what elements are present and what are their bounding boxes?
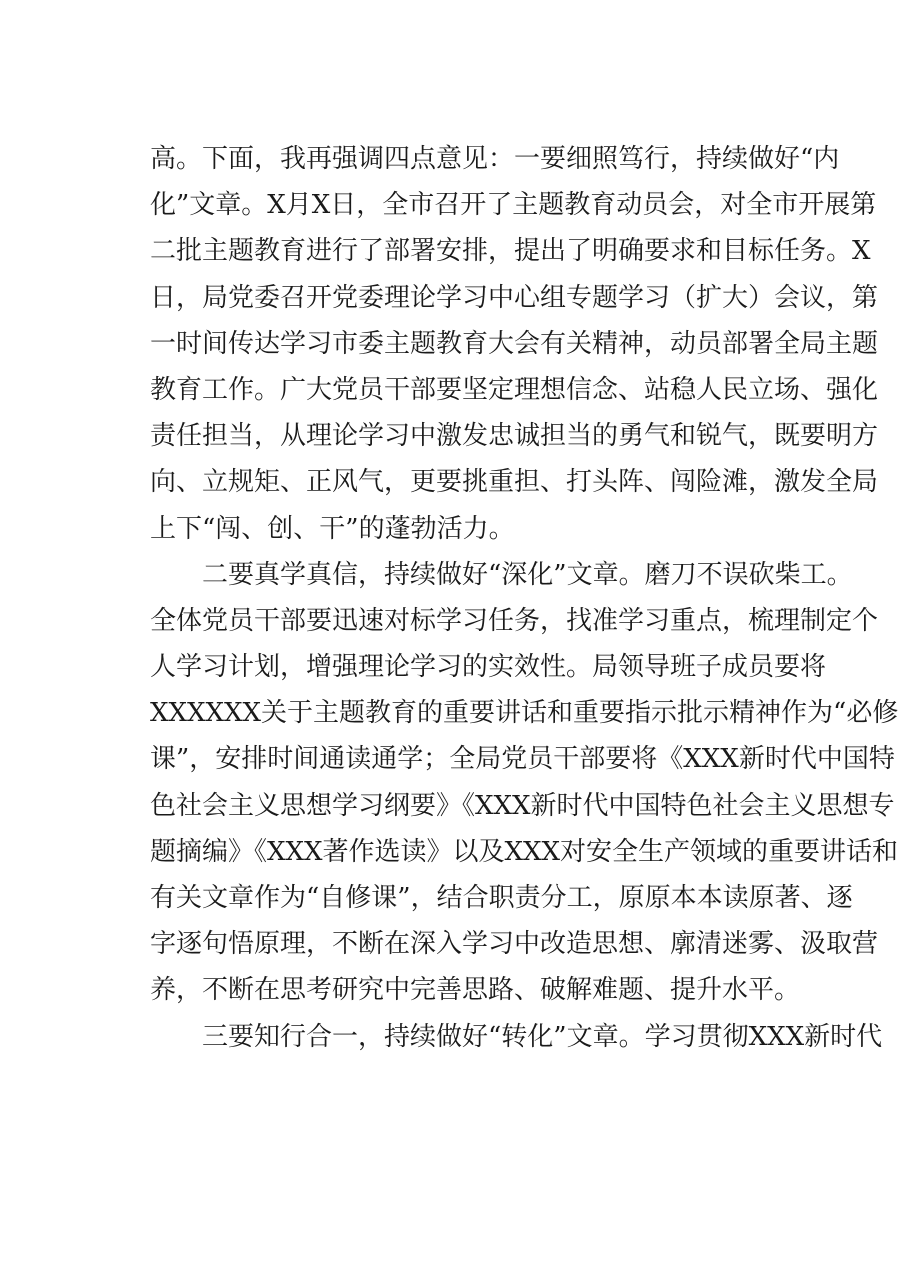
paragraph-start-line: 三要知行合一，持续做好“转化”文章。学习贯彻XXX新时代 <box>202 1021 883 1052</box>
text-line: 人学习计划，增强理论学习的实效性。局领导班子成员要将 <box>150 652 827 683</box>
text-line: 课”，安排时间通读通学；全局党员干部要将《XXX新时代中国特 <box>150 744 895 775</box>
text-line: 一时间传达学习市委主题教育大会有关精神，动员部署全局主题 <box>150 328 879 359</box>
document-body <box>150 136 899 1060</box>
text-line: 高。下面，我再强调四点意见：一要细照笃行，持续做好“内 <box>150 144 840 174</box>
text-line: 教育工作。广大党员干部要坚定理想信念、站稳人民立场、强化 <box>150 374 879 405</box>
text-line: 色社会主义思想学习纲要》《XXX新时代中国特色社会主义思想专 <box>150 790 895 821</box>
text-line: 责任担当，从理论学习中激发忠诚担当的勇气和锐气，既要明方 <box>150 421 879 452</box>
text-line: XXXXXX关于主题教育的重要讲话和重要指示批示精神作为“必修 <box>150 698 899 729</box>
text-line: 化”文章。X月X日，全市召开了主题教育动员会，对全市开展第 <box>150 190 877 221</box>
text-line: 有关文章作为“自修课”，结合职责分工，原原本本读原著、逐 <box>150 883 853 913</box>
text-line: 字逐句悟原理，不断在深入学习中改造思想、廓清迷雾、汲取营 <box>150 929 879 960</box>
text-line: 养，不断在思考研究中完善思路、破解难题、提升水平。 <box>150 975 801 1006</box>
text-line: 全体党员干部要迅速对标学习任务，找准学习重点，梳理制定个 <box>150 605 879 636</box>
paragraph-start-line: 二要真学真信，持续做好“深化”文章。磨刀不误砍柴工。 <box>202 559 853 590</box>
text-line: 日，局党委召开党委理论学习中心组专题学习（扩大）会议，第 <box>150 282 879 313</box>
text-line: 二批主题教育进行了部署安排，提出了明确要求和目标任务。X <box>150 236 871 267</box>
text-line: 题摘编》《XXX著作选读》以及XXX对安全生产领域的重要讲话和 <box>150 836 899 867</box>
text-line: 向、立规矩、正风气，更要挑重担、打头阵、闯险滩，激发全局 <box>150 467 879 498</box>
text-line: 上下“闯、创、干”的蓬勃活力。 <box>150 513 515 544</box>
